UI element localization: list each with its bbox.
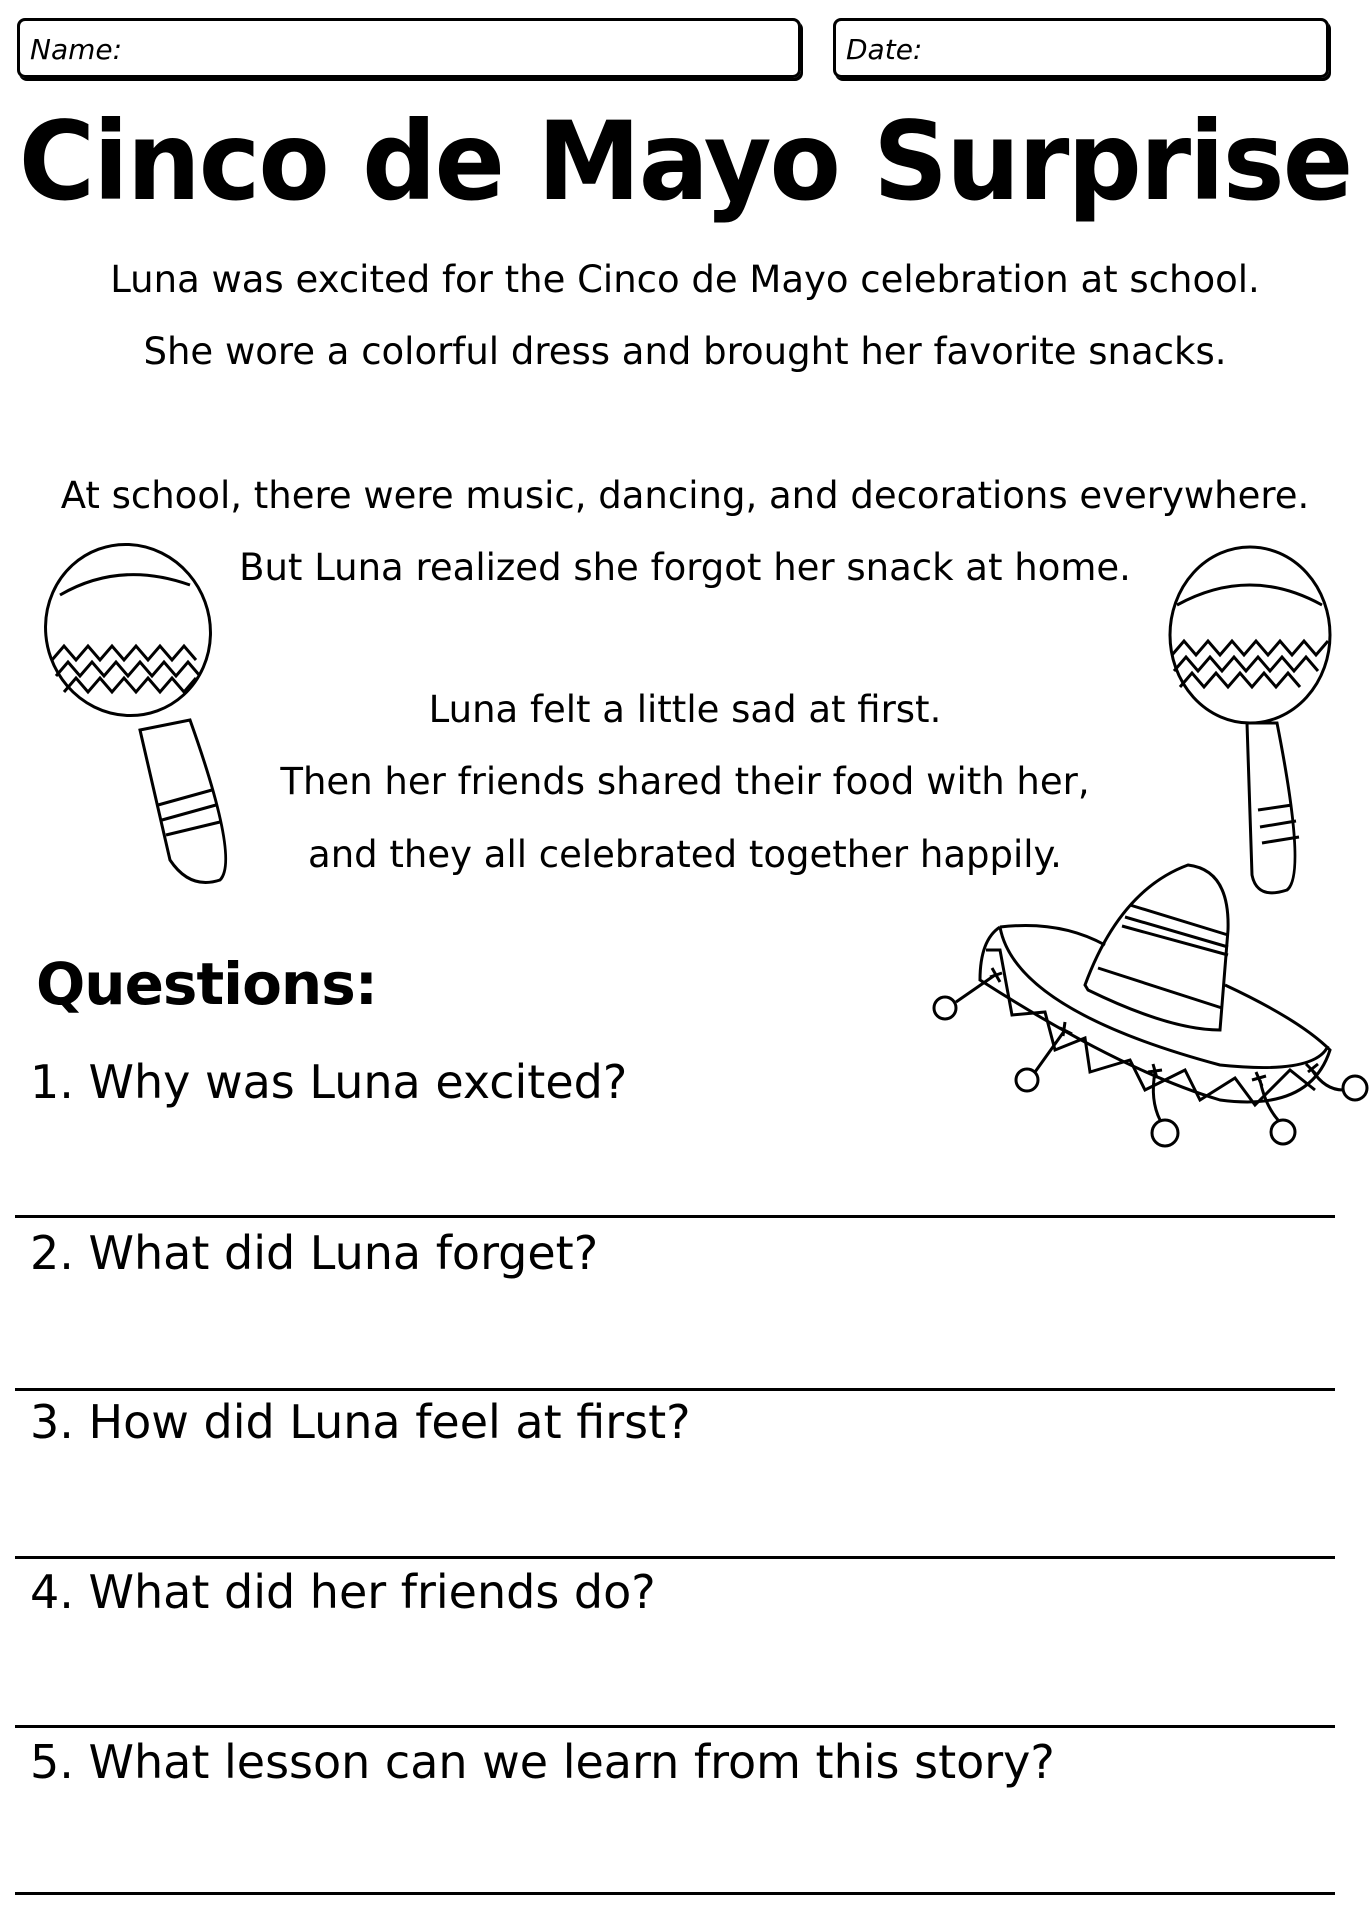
answer-line[interactable] bbox=[15, 1388, 1335, 1391]
name-label: Name: bbox=[30, 33, 123, 66]
sombrero-icon bbox=[920, 850, 1370, 1160]
answer-line[interactable] bbox=[15, 1215, 1335, 1218]
name-field[interactable] bbox=[17, 18, 801, 78]
story-line: Luna was excited for the Cinco de Mayo celebration at school. bbox=[110, 258, 1260, 301]
question: 2. What did Luna forget? bbox=[30, 1226, 599, 1280]
story-line: She wore a colorful dress and brought her favorite snacks. bbox=[143, 330, 1227, 373]
story-line: Luna felt a little sad at first. bbox=[428, 688, 942, 731]
story-line: and they all celebrated together happily. bbox=[308, 833, 1062, 876]
date-field[interactable] bbox=[833, 18, 1329, 78]
answer-line[interactable] bbox=[15, 1556, 1335, 1559]
page-title: Cinco de Mayo Surprise bbox=[18, 96, 1352, 226]
answer-line[interactable] bbox=[15, 1892, 1335, 1895]
story-line: Then her friends shared their food with her, bbox=[280, 760, 1090, 803]
story-line: But Luna realized she forgot her snack at home. bbox=[239, 546, 1131, 589]
maraca-icon bbox=[1162, 545, 1337, 900]
question: 3. How did Luna feel at first? bbox=[30, 1395, 691, 1449]
questions-heading: Questions: bbox=[36, 950, 377, 1018]
story-line: At school, there were music, dancing, and decorations everywhere. bbox=[60, 474, 1310, 517]
date-label: Date: bbox=[846, 33, 923, 66]
question: 4. What did her friends do? bbox=[30, 1565, 656, 1619]
maraca-icon bbox=[40, 540, 240, 890]
answer-line[interactable] bbox=[15, 1725, 1335, 1728]
question: 1. Why was Luna excited? bbox=[30, 1055, 628, 1109]
question: 5. What lesson can we learn from this story? bbox=[30, 1735, 1055, 1789]
